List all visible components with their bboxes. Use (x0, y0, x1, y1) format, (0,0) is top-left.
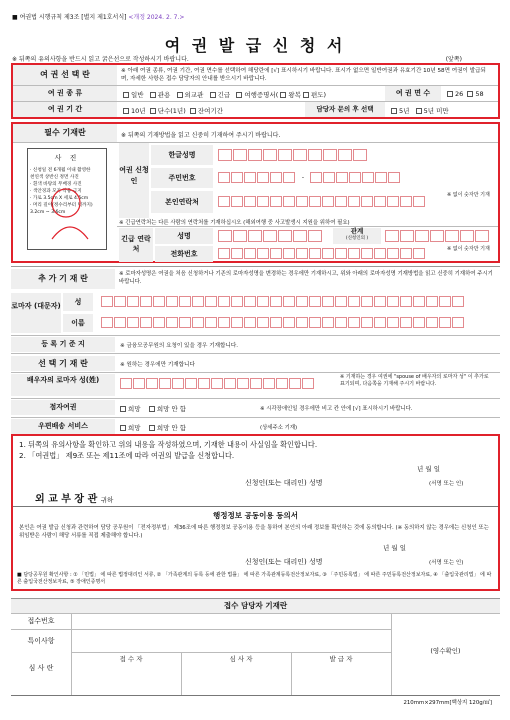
surname-label: 성 (63, 293, 93, 311)
instruction-text: ※ 뒤쪽의 유의사항을 반드시 읽고 굵은선으로 작성하시기 바랍니다. (12, 56, 189, 63)
applicant-label: 여권 신청인 (119, 143, 149, 218)
checkbox-icon[interactable] (120, 406, 126, 412)
spouse-boxes[interactable] (120, 378, 315, 389)
required-note: ※ 뒤쪽의 기재방법을 읽고 신중히 기재하여 주시기 바랍니다. (121, 132, 281, 139)
checkbox-icon[interactable] (190, 108, 196, 114)
photo-guidelines: · 신청일 전 6개월 이내 촬영한 천연색 상반신 정면 사진 · 흰색 바탕의 무배경 사진 · 색안경과 모자 착용 금지 · 가로 3.5cm X 세로 4.5cm · 머리 길이(정수리부터 턱까지) 3.2cm ~ 3.6cm (30, 168, 93, 215)
surname-boxes[interactable] (101, 296, 465, 307)
emergency-note: ※ 긴급연락처는 다른 사람의 연락처를 기재하십시오 (해외여행 중 사고발생시 지원을 위하여 필요) (119, 220, 350, 226)
checkbox-icon[interactable] (150, 108, 156, 114)
minister-name: 외 교 부 장 관 귀하 (35, 494, 114, 505)
review-label: 심 사 란 (28, 664, 54, 672)
revision-date: <개정 2024. 2. 7.> (128, 14, 185, 21)
declaration-sign-hint: (서명 또는 인) (429, 481, 464, 487)
given-name-boxes[interactable] (101, 317, 465, 328)
consent-body: 본인은 여권 발급 신청과 관련하여 담당 공무원이 「전자정부법」 제36조에 따른 행정정보 공동이용 등을 통하여 본인의 아래 정보를 확인하는 것에 동의합니다. (※ 동의하지 않는 경우에는 신청인 또는 위임받은 사람이 해당 서류를 직접 제출해야 합니다.) (19, 525, 489, 539)
spouse-note: ※ 기재하는 경우 여권에 "spouse of 배우자의 로마자 성" 이 추가로 표기되며, 다음쪽을 기재해 주시기 바랍니다. (340, 374, 489, 387)
passport-period-options[interactable]: 10년 단수(1년) 잔여기간 (123, 106, 223, 115)
declaration-line-1: 1. 뒤쪽의 유의사항을 확인하고 위의 내용을 작성하였으며, 기재한 내용이 사실임을 확인합니다. (19, 440, 318, 449)
checkbox-icon[interactable] (447, 91, 453, 97)
checkbox-icon[interactable] (391, 108, 397, 114)
spouse-label: 배우자의 로마자 성(姓) (11, 374, 115, 396)
given-name-label: 이름 (63, 314, 93, 332)
checkbox-icon[interactable] (416, 108, 422, 114)
mail-note: (상세주소 기재) (260, 425, 298, 431)
relation-label: 관계 (신청인의 ) (333, 228, 381, 244)
register-label: 등 록 기 준 지 (11, 337, 115, 352)
checkbox-icon[interactable] (210, 92, 216, 98)
special-label: 특이사항 (27, 637, 55, 645)
checkbox-icon[interactable] (149, 406, 155, 412)
consent-items: ■ 담당공무원 확인사항 : ① 「민법」 에 따른 법정대리인 서류, ② 「가족관계의 등록 등에 관한 법률」 에 따른 가족관계등록전산정보자료, ③ 「주민등록법」 에 따른 주민등록전산정보자료, ④ 「출입국관리법」 에 따른 출입국전산정보자료, ⑤ 장애인증명서 (17, 572, 492, 585)
staff-section (11, 598, 500, 708)
rrn-boxes[interactable]: - (218, 172, 401, 183)
name-ko-boxes[interactable] (218, 149, 368, 161)
checkbox-icon[interactable] (123, 92, 129, 98)
emergency-name-label: 성명 (155, 228, 213, 244)
braille-note: ※ 시각장애인일 경우에만 비고 칸 안에 [√] 표시하시기 바랍니다. (260, 406, 413, 412)
passport-pages-label: 여 권 면 수 (385, 86, 441, 101)
consent-signer: 신청인(또는 대리인) 성명 (245, 558, 323, 566)
required-section (11, 122, 500, 263)
braille-label: 점자여권 (11, 400, 115, 415)
footer-paper-spec: 210mm×297mm[백상지 120g/㎡] (403, 700, 492, 706)
phone-label: 본인연락처 (151, 191, 213, 213)
roman-label: 로마자 (대문자) (11, 293, 61, 333)
checkbox-icon[interactable] (236, 92, 242, 98)
additional-section (11, 266, 500, 344)
emergency-label: 긴급 연락처 (119, 228, 153, 262)
consent-header: 행정정보 공동이용 동의서 (213, 511, 298, 520)
checkbox-icon[interactable] (149, 425, 155, 431)
passport-type-label: 여 권 종 류 (13, 86, 117, 101)
relation-boxes[interactable] (385, 230, 490, 242)
register-note: ※ 금융모공무원의 요청이 있을 경우 기재합니다. (120, 343, 239, 349)
staff-header: 접수 담당자 기재란 (11, 599, 500, 613)
no-dash-note: ※ 없이 숫자만 기재 (447, 192, 490, 198)
minister-suffix: 귀하 (100, 496, 114, 504)
photo-hint-mark (50, 185, 90, 241)
phone-boxes[interactable] (218, 196, 426, 207)
checkbox-icon[interactable] (177, 92, 183, 98)
form-reference: ■ 여권법 시행규칙 제3조 [별지 제1호서식] <개정 2024. 2. 7.> (12, 14, 185, 21)
receiver-label: 접 수 자 (119, 655, 143, 663)
optional-note: ※ 원하는 경우에만 기재합니다 (120, 362, 195, 368)
declaration-line-2: 2. 「여권법」 제9조 또는 제11조에 따라 여권의 발급을 신청합니다. (19, 451, 235, 460)
name-ko-label: 한글성명 (151, 145, 213, 165)
passport-select-section (11, 63, 500, 119)
reviewer-label: 심 사 자 (229, 655, 253, 663)
additional-note: ※ 로마자성명은 여권을 처음 신청하거나 기존의 로마자성명을 변경하는 경우에만 기재하시고, 위와 아래의 로마자성명 기재방법을 읽고 신중히 기재하여 주시기 바랍니다. (119, 271, 493, 285)
passport-type-options[interactable]: 일반 관용 외교관 긴급 여행증명서( 왕복 편도) (123, 90, 326, 99)
passport-select-note: ※ 아래 여권 종류, 여권 기간, 여권 면수를 선택하여 해당란에 [√] 표시하시기 바랍니다. 표시가 없으면 일반여권과 유효기간 10년 58면 여권이 발급되며, 자세한 사항은 접수 담당자의 안내를 받으시기 바랍니다. (121, 68, 486, 82)
checkbox-icon[interactable] (280, 92, 286, 98)
declaration-section (11, 434, 500, 591)
receipt-no-label: 접수번호 (27, 617, 55, 625)
braille-options[interactable]: 희망 희망 안 함 (120, 404, 186, 413)
passport-select-header: 여 권 선 택 란 (13, 65, 117, 85)
page-side: (앞쪽) (445, 56, 462, 63)
emergency-phone-boxes[interactable] (218, 248, 426, 259)
optional-header: 선 택 기 재 란 (11, 356, 115, 371)
checkbox-icon[interactable] (150, 92, 156, 98)
checkbox-icon[interactable] (123, 108, 129, 114)
photo-title: 사 진 (54, 154, 80, 162)
checkbox-icon[interactable] (120, 425, 126, 431)
issuer-label: 발 급 자 (329, 655, 353, 663)
emergency-name-boxes[interactable] (218, 230, 323, 242)
stamp-label: (영수확인) (430, 647, 461, 655)
declaration-signer: 신청인(또는 대리인) 성명 (245, 479, 323, 487)
photo-box[interactable] (27, 148, 107, 250)
consent-sign-hint: (서명 또는 인) (429, 560, 464, 566)
staff-select-options[interactable]: 5년 5년 미만 (391, 106, 449, 115)
additional-header: 추 가 기 재 란 (11, 269, 115, 289)
no-dash-note-2: ※ 없이 숫자만 기재 (447, 246, 490, 252)
rrn-label: 주민번호 (151, 168, 213, 188)
mail-options[interactable]: 희망 희망 안 함 (120, 423, 186, 432)
checkbox-icon[interactable] (303, 92, 309, 98)
staff-select-label: 담당자 문의 후 선택 (305, 102, 385, 117)
emergency-phone-label: 전화번호 (155, 246, 213, 262)
relation-sub: (신청인의 ) (345, 236, 369, 241)
page-title: 여 권 발 급 신 청 서 (164, 36, 346, 55)
passport-pages-options[interactable]: 26 58 (447, 90, 484, 98)
declaration-date: 년 월 일 (417, 465, 440, 473)
consent-date: 년 월 일 (383, 544, 406, 552)
passport-period-label: 여 권 기 간 (13, 102, 117, 117)
required-header: 필수 기재란 (13, 124, 117, 142)
checkbox-icon[interactable] (467, 91, 473, 97)
mail-label: 우편배송 서비스 (11, 419, 115, 434)
